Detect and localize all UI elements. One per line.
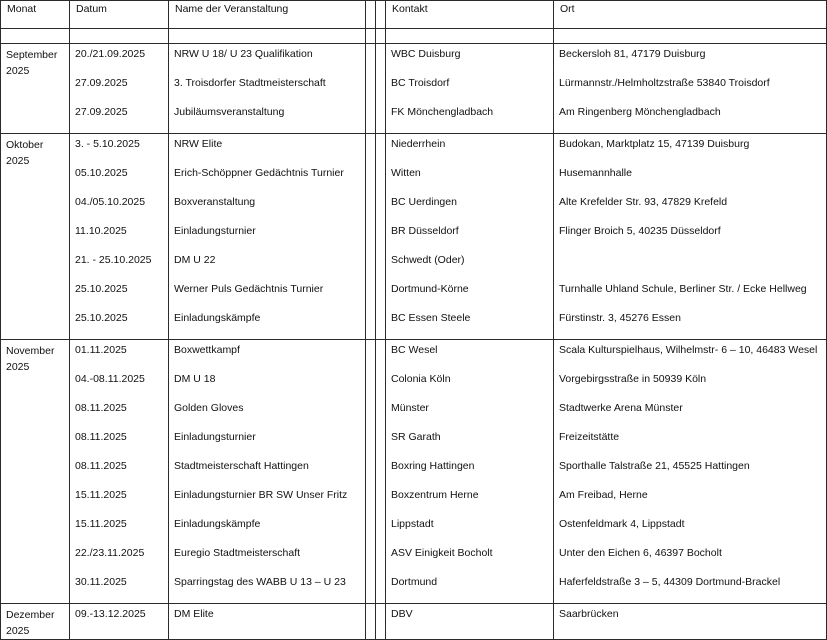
location-text: Haferfeldstraße 3 – 5, 44309 Dortmund-Brackel (559, 576, 781, 588)
date-cell (70, 604, 169, 640)
header-location (554, 1, 827, 29)
location-text: Beckersloh 81, 47179 Duisburg (559, 48, 706, 60)
month-cell (1, 134, 70, 340)
contact-text: SR Garath (391, 431, 441, 443)
month-group (1, 604, 827, 640)
spacer-row (1, 29, 827, 44)
header-date-label: Datum (76, 3, 107, 15)
location-text: Fürstinstr. 3, 45276 Essen (559, 312, 681, 324)
contact-text: Lippstadt (391, 518, 434, 530)
contact-cell (386, 44, 554, 134)
gap-cell (366, 604, 376, 640)
date-text: 04.-08.11.2025 (75, 373, 145, 385)
contact-text: Münster (391, 402, 429, 414)
date-text: 11.10.2025 (75, 225, 127, 237)
header-month (1, 1, 70, 29)
location-text: Budokan, Marktplatz 15, 47139 Duisburg (559, 138, 750, 150)
contact-text: BC Uerdingen (391, 196, 457, 208)
event-text: 3. Troisdorfer Stadtmeisterschaft (174, 77, 326, 89)
event-text: Jubiläumsveranstaltung (174, 106, 285, 118)
header-month-label: Monat (7, 3, 37, 15)
location-text: Stadtwerke Arena Münster (559, 402, 683, 414)
gap-cell (366, 44, 376, 134)
event-text: Einladungsturnier (174, 431, 256, 443)
date-text: 25.10.2025 (75, 283, 128, 295)
location-cell (554, 134, 827, 340)
date-text: 21. - 25.10.2025 (75, 254, 152, 266)
date-text: 30.11.2025 (75, 576, 127, 588)
date-text: 22./23.11.2025 (75, 547, 145, 559)
date-text: 25.10.2025 (75, 312, 128, 324)
event-text: Sparringstag des WABB U 13 – U 23 (174, 576, 346, 588)
gap-cell (366, 134, 376, 340)
contact-text: Boxzentrum Herne (391, 489, 479, 501)
event-cell (169, 340, 366, 604)
gap-cell (366, 340, 376, 604)
location-text: Am Freibad, Herne (559, 489, 648, 501)
event-table-body (1, 44, 827, 640)
month-cell (1, 44, 70, 134)
month-label: Oktober 2025 (6, 139, 44, 167)
month-label: November 2025 (6, 345, 55, 373)
contact-text: Colonia Köln (391, 373, 451, 385)
location-text: Vorgebirgsstraße in 50939 Köln (559, 373, 707, 385)
date-text: 08.11.2025 (75, 460, 127, 472)
event-text: Boxveranstaltung (174, 196, 256, 208)
contact-text: DBV (391, 608, 413, 620)
header-gap-2 (376, 1, 386, 29)
location-text: Freizeitstätte (559, 431, 620, 443)
event-text: Einladungsturnier BR SW Unser Fritz (174, 489, 348, 501)
date-cell (70, 340, 169, 604)
date-text: 01.11.2025 (75, 344, 127, 356)
event-text: DM U 18 (174, 373, 216, 385)
event-text: Einladungskämpfe (174, 312, 261, 324)
location-text: Unter den Eichen 6, 46397 Bocholt (559, 547, 722, 559)
date-text: 20./21.09.2025 (75, 48, 146, 60)
event-cell (169, 604, 366, 640)
contact-text: Dortmund (391, 576, 438, 588)
month-label: Dezember 2025 (6, 609, 55, 637)
location-text: Alte Krefelder Str. 93, 47829 Krefeld (559, 196, 728, 208)
month-label: September 2025 (6, 49, 58, 77)
contact-text: BC Essen Steele (391, 312, 471, 324)
location-text: Scala Kulturspielhaus, Wilhelmstr- 6 – 10, 46483 Wesel (559, 344, 818, 356)
header-contact (386, 1, 554, 29)
location-text: Am Ringenberg Mönchengladbach (559, 106, 721, 118)
date-text: 08.11.2025 (75, 402, 127, 414)
location-text: Ostenfeldmark 4, Lippstadt (559, 518, 685, 530)
date-cell (70, 44, 169, 134)
event-text: Euregio Stadtmeisterschaft (174, 547, 301, 559)
event-text: Einladungskämpfe (174, 518, 261, 530)
month-cell (1, 340, 70, 604)
date-text: 3. - 5.10.2025 (75, 138, 140, 150)
header-date (70, 1, 169, 29)
location-text: Husemannhalle (559, 167, 632, 179)
location-text: Sporthalle Talstraße 21, 45525 Hattingen (559, 460, 750, 472)
location-cell (554, 604, 827, 640)
event-text: NRW Elite (174, 138, 223, 150)
header-contact-label: Kontakt (392, 3, 428, 15)
header-row (1, 1, 827, 29)
location-cell (554, 44, 827, 134)
month-group (1, 340, 827, 604)
location-text: Turnhalle Uhland Schule, Berliner Str. / Ecke Hellweg (559, 283, 807, 295)
header-event (169, 1, 366, 29)
contact-text: Niederrhein (391, 138, 446, 150)
event-text: Einladungsturnier (174, 225, 256, 237)
contact-text: BC Troisdorf (391, 77, 450, 89)
event-cell (169, 134, 366, 340)
contact-text: BC Wesel (391, 344, 438, 356)
contact-text: FK Mönchengladbach (391, 106, 494, 118)
contact-text: Boxring Hattingen (391, 460, 475, 472)
header-location-label: Ort (560, 3, 575, 15)
contact-text: ASV Einigkeit Bocholt (391, 547, 493, 559)
gap-cell (376, 44, 386, 134)
event-cell (169, 44, 366, 134)
location-text: Flinger Broich 5, 40235 Düsseldorf (559, 225, 721, 237)
header-event-label: Name der Veranstaltung (175, 3, 289, 15)
event-text: DM U 22 (174, 254, 216, 266)
contact-text: Schwedt (Oder) (391, 254, 465, 266)
location-cell (554, 340, 827, 604)
date-text: 09.-13.12.2025 (75, 608, 146, 620)
date-text: 15.11.2025 (75, 518, 127, 530)
date-text: 27.09.2025 (75, 77, 128, 89)
contact-text: Witten (391, 167, 421, 179)
month-group (1, 44, 827, 134)
date-text: 15.11.2025 (75, 489, 127, 501)
date-cell (70, 134, 169, 340)
date-text: 04./05.10.2025 (75, 196, 146, 208)
date-text: 08.11.2025 (75, 431, 127, 443)
contact-cell (386, 340, 554, 604)
gap-cell (376, 340, 386, 604)
event-text: Golden Gloves (174, 402, 244, 414)
event-text: Boxwettkampf (174, 344, 240, 356)
location-text: Lürmannstr./Helmholtzstraße 53840 Troisdorf (559, 77, 770, 89)
contact-cell (386, 604, 554, 640)
event-text: Erich-Schöppner Gedächtnis Turnier (174, 167, 344, 179)
location-text: Saarbrücken (559, 608, 619, 620)
event-text: NRW U 18/ U 23 Qualifikation (174, 48, 313, 60)
event-text: Werner Puls Gedächtnis Turnier (174, 283, 324, 295)
event-text: DM Elite (174, 608, 214, 620)
contact-cell (386, 134, 554, 340)
contact-text: Dortmund-Körne (391, 283, 469, 295)
event-text: Stadtmeisterschaft Hattingen (174, 460, 309, 472)
contact-text: WBC Duisburg (391, 48, 461, 60)
header-gap-1 (366, 1, 376, 29)
month-cell (1, 604, 70, 640)
location-text (554, 252, 826, 281)
month-group (1, 134, 827, 340)
contact-text: BR Düsseldorf (391, 225, 459, 237)
date-text: 05.10.2025 (75, 167, 128, 179)
gap-cell (376, 134, 386, 340)
gap-cell (376, 604, 386, 640)
date-text: 27.09.2025 (75, 106, 128, 118)
